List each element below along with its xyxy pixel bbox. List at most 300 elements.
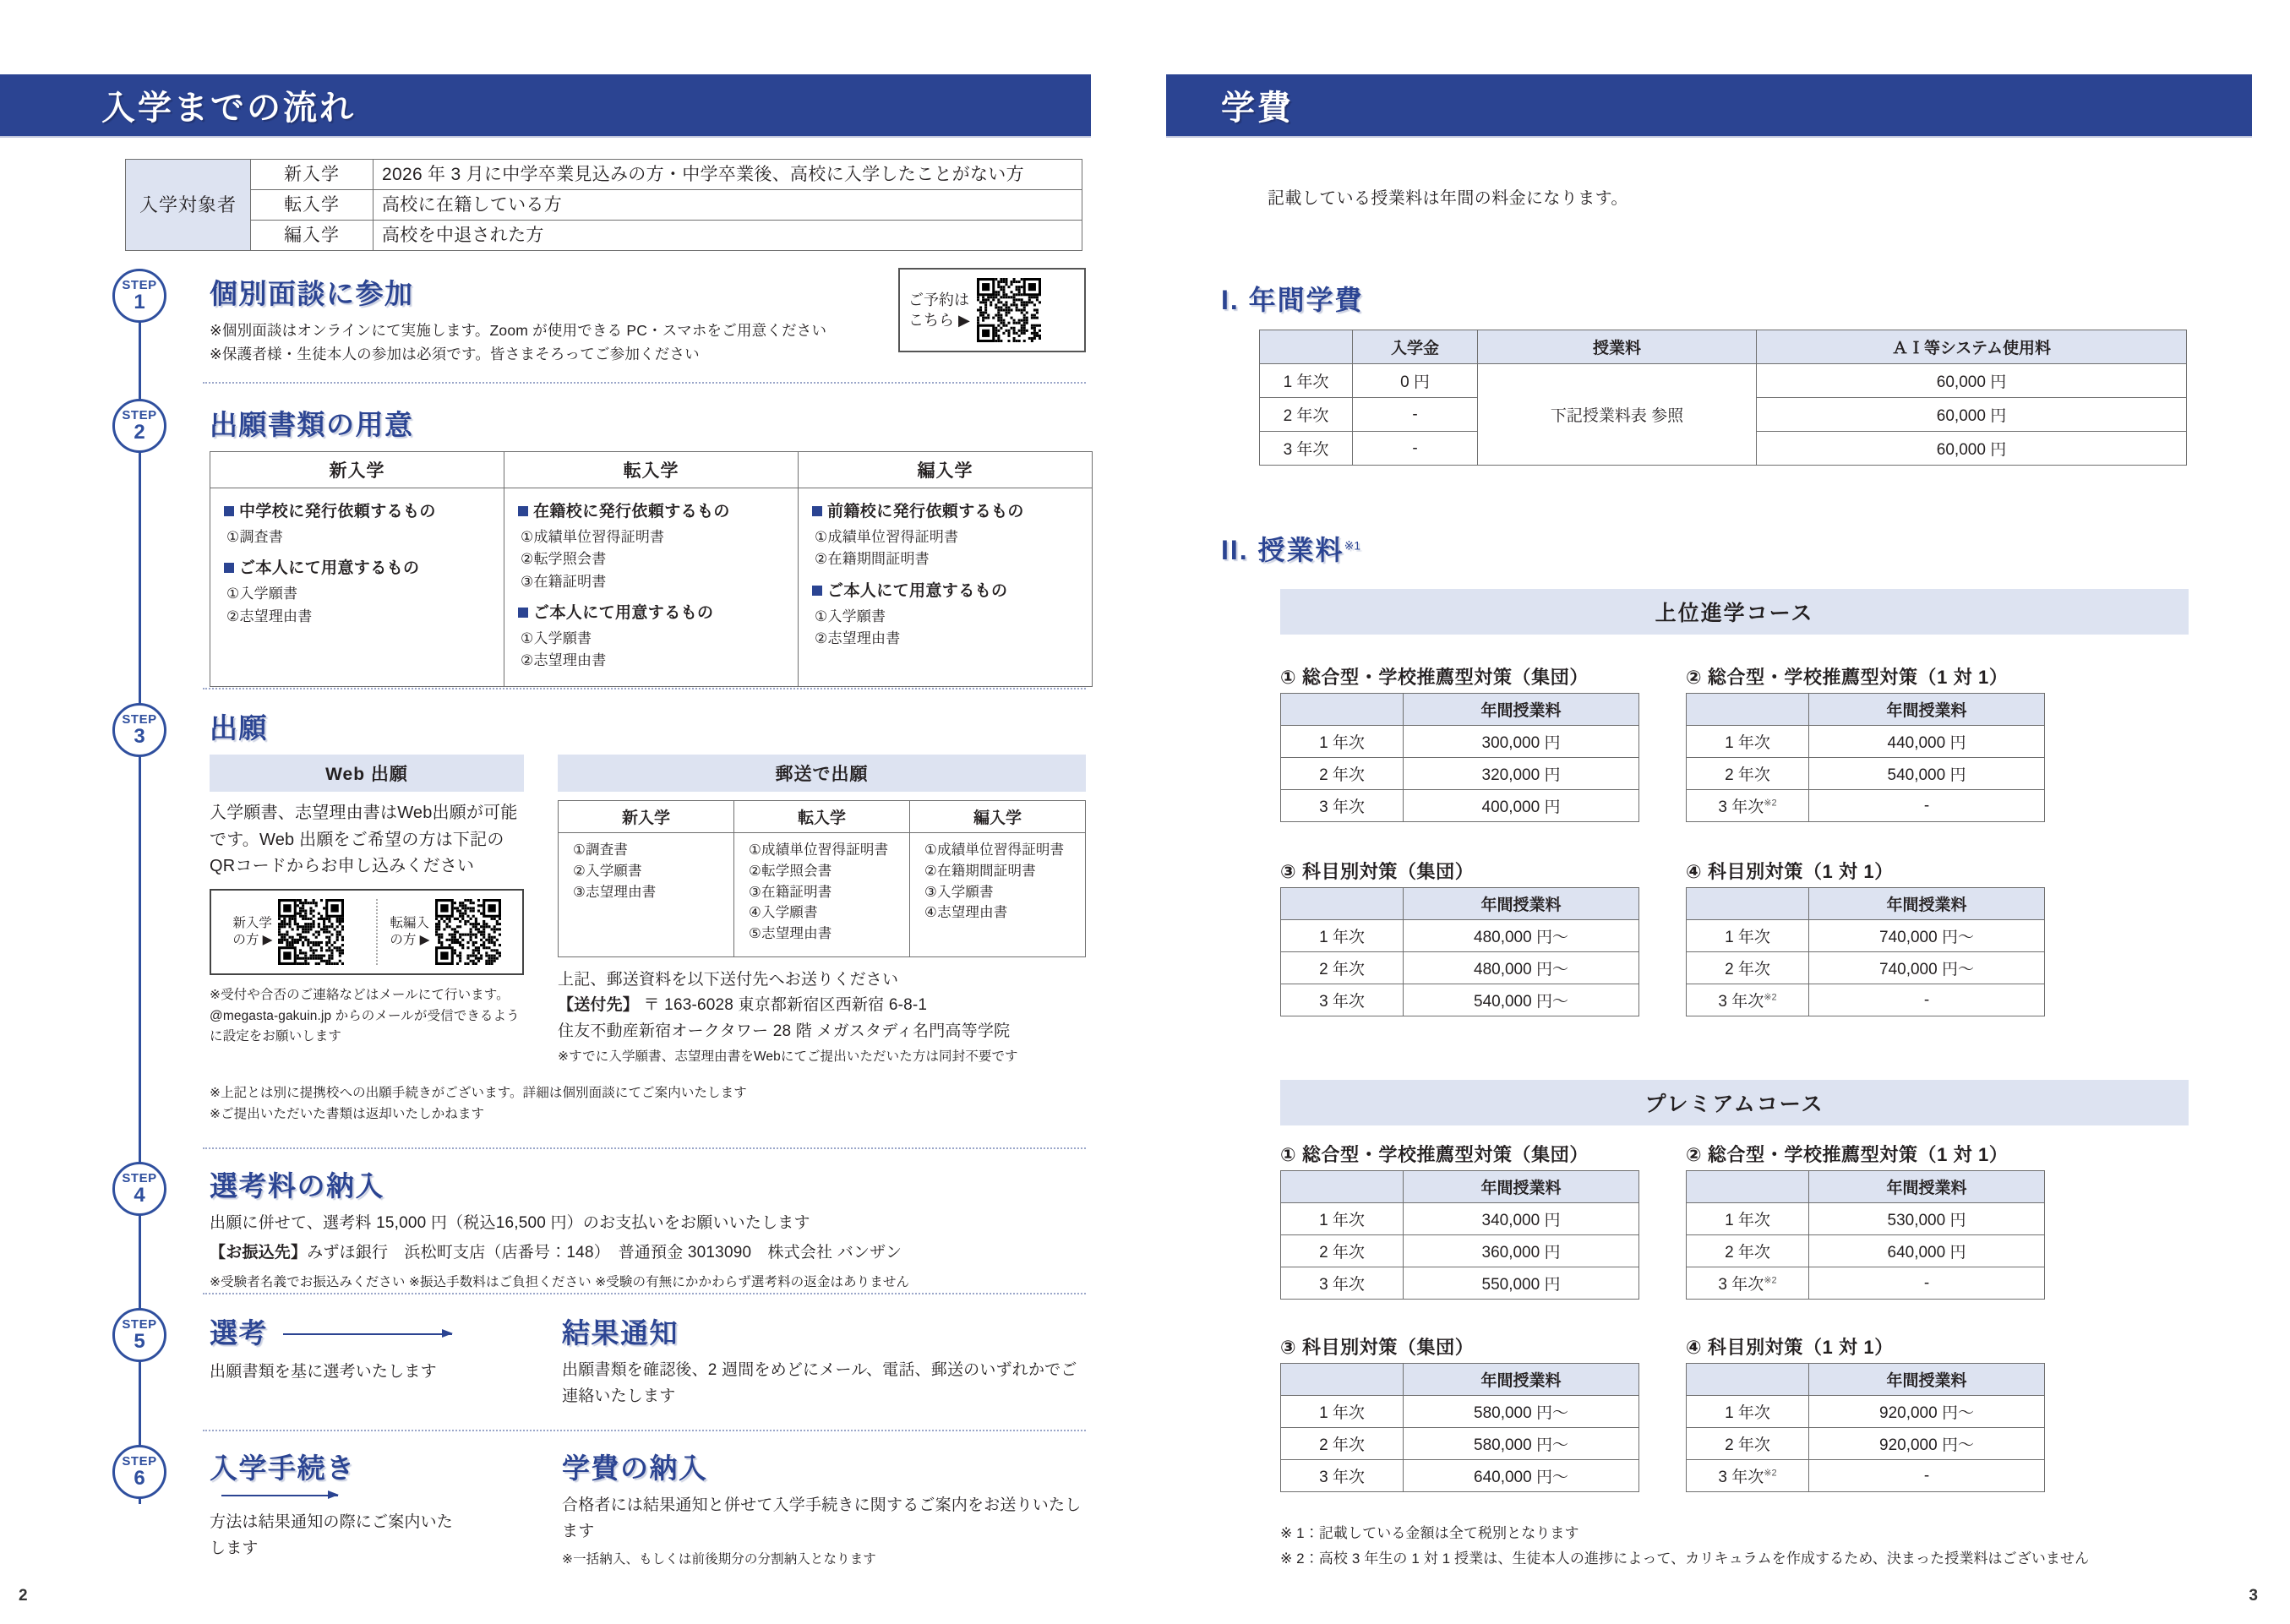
section-2-heading-text: II. 授業料	[1221, 535, 1344, 565]
plan-fee: 480,000 円～	[1404, 920, 1639, 952]
doc-item: ①成績単位習得証明書	[815, 529, 959, 545]
step-6-left-title: 入学手続き	[210, 1452, 356, 1484]
doc-group-label: 在籍校に発行依頼するもの	[533, 503, 730, 520]
doc-item: ①入学願書	[521, 630, 592, 647]
step-3-title: 出願	[210, 712, 268, 744]
step-6-right-body: 合格者には結果通知と併せて入学手続きに関するご案内をお送りいたします	[562, 1496, 1082, 1540]
plan-fee: -	[1809, 1460, 2045, 1492]
step-number: 4	[134, 1183, 145, 1207]
plan-fee: 740,000 円～	[1809, 952, 2045, 984]
plan-col-header: 年間授業料	[1809, 694, 2045, 726]
plan-label-advanced-3: ③ 科目別対策（集団）	[1280, 861, 1475, 882]
step-badge-6	[112, 1445, 166, 1499]
square-bullet-icon	[224, 506, 234, 516]
step-word: STEP	[122, 277, 157, 292]
doc-item: ②志望理由書	[226, 608, 313, 624]
table-row	[1687, 726, 2045, 758]
step-3-footnote-2: ※ご提出いただいた書類は返却いたしかねます	[210, 1106, 485, 1121]
plan-year-text: 3 年次	[1718, 1469, 1764, 1486]
table-row	[1260, 364, 2187, 398]
plan-fee: 740,000 円～	[1809, 920, 2045, 952]
step-3-content	[210, 706, 268, 753]
step-1-note-1: ※個別面談はオンラインにて実施します。Zoom が使用できる PC・スマホをご用意ください	[210, 322, 827, 339]
qr-new-student[interactable]	[232, 899, 343, 965]
fee-year: 1 年次	[1260, 364, 1353, 398]
plan-fee: 400,000 円	[1404, 790, 1639, 822]
plan-fee: 320,000 円	[1404, 758, 1639, 790]
table-row	[1687, 1428, 2045, 1460]
fee-col-tuition: 授業料	[1478, 330, 1757, 364]
step-badge-5	[112, 1308, 166, 1362]
plan-year-text: 3 年次	[1718, 1276, 1764, 1294]
plan-table-premium-1	[1280, 1170, 1639, 1300]
plan-label-advanced-2: ② 総合型・学校推薦型対策（1 対 1）	[1686, 667, 2009, 688]
reservation-qr-box[interactable]	[898, 268, 1086, 352]
table-row	[126, 160, 1082, 190]
send-intro: 上記、郵送資料を以下送付先へお送りください	[558, 970, 899, 989]
step-word: STEP	[122, 711, 157, 727]
step-number: 2	[134, 420, 145, 444]
plan-year: 1 年次	[1687, 1203, 1809, 1235]
eligibility-desc: 高校を中退された方	[373, 221, 1082, 251]
step-6-left	[210, 1447, 455, 1562]
right-page-title: 学費	[1221, 90, 1294, 127]
page-number-left: 2	[19, 1587, 28, 1605]
bank-details: みずほ銀行 浜松町支店（店番号：148） 普通預金 3013090 株式会社 バンザン	[307, 1243, 902, 1262]
plan-fee: 440,000 円	[1809, 726, 2045, 758]
plan-table-premium-4	[1686, 1363, 2045, 1492]
bank-label: 【お振込先】	[210, 1243, 308, 1262]
plan-year: 3 年次	[1281, 1460, 1404, 1492]
documents-table	[210, 451, 1093, 687]
plan-year: 3 年次	[1281, 1267, 1404, 1300]
plan-label-premium-1: ① 総合型・学校推薦型対策（集団）	[1280, 1144, 1589, 1165]
doc-group-label: ご本人にて用意するもの	[827, 581, 1008, 600]
plan-col-blank	[1281, 1171, 1404, 1203]
qr-label-line1: 新入学	[232, 915, 272, 930]
step-5-left-body: 出願書類を基に選考いたします	[210, 1363, 437, 1381]
plan-table-advanced-3	[1280, 887, 1639, 1016]
right-section-header-bar	[1166, 74, 2252, 136]
table-header-row	[1687, 694, 2045, 726]
doc-item: ①入学願書	[815, 608, 886, 624]
plan-year	[1687, 790, 1809, 822]
send-address-label: 【送付先】	[558, 996, 640, 1015]
plan-year: 2 年次	[1281, 1235, 1404, 1267]
reservation-qr-line1: ご予約は	[908, 291, 969, 308]
square-bullet-icon	[812, 586, 822, 596]
plan-col-header: 年間授業料	[1809, 1171, 2045, 1203]
step-1-title: 個別面談に参加	[210, 278, 414, 309]
plan-year: 3 年次	[1281, 790, 1404, 822]
doc-item: ③在籍証明書	[521, 573, 607, 590]
step-6-right-title: 学費の納入	[562, 1452, 708, 1484]
step-5-left-title: 選考	[210, 1317, 268, 1349]
send-address-2: 住友不動産新宿オークタワー 28 階 メガスタディ名門高等学院	[558, 1022, 1011, 1040]
plan-label-advanced-4: ④ 科目別対策（1 対 1）	[1686, 861, 1894, 882]
plan-year: 2 年次	[1281, 952, 1404, 984]
eligibility-label: 入学対象者	[126, 160, 251, 251]
mail-cell	[734, 833, 910, 957]
mail-col-header: 編入学	[910, 801, 1086, 833]
send-address-1: 〒 163-6028 東京都新宿区西新宿 6-8-1	[643, 996, 928, 1015]
web-application-qr-panel[interactable]	[210, 889, 524, 975]
eligibility-type: 新入学	[251, 160, 373, 190]
doc-item: ②在籍期間証明書	[815, 551, 930, 568]
doc-group-title	[812, 578, 1078, 601]
plan-year: 3 年次	[1281, 984, 1404, 1016]
plan-year: 1 年次	[1687, 726, 1809, 758]
flow-arrow-icon	[221, 1495, 338, 1496]
plan-fee: 300,000 円	[1404, 726, 1639, 758]
reservation-qr-caption	[908, 290, 970, 331]
doc-group-title	[224, 555, 490, 578]
step-4-content	[210, 1164, 1088, 1293]
table-header-row	[1687, 888, 2045, 920]
step-divider-2	[203, 688, 1086, 689]
qr-new-student-label	[232, 915, 272, 949]
mail-application-column	[558, 755, 1086, 1068]
mail-application-heading: 郵送で出願	[558, 755, 1086, 792]
table-row	[1281, 984, 1639, 1016]
fee-system: 60,000 円	[1757, 364, 2187, 398]
plan-label-premium-3: ③ 科目別対策（集団）	[1280, 1337, 1475, 1358]
plan-year-text: 3 年次	[1718, 993, 1764, 1011]
eligibility-type: 転入学	[251, 190, 373, 221]
step-divider-4	[203, 1293, 1086, 1294]
plan-year: 1 年次	[1687, 1396, 1809, 1428]
plan-col-blank	[1281, 888, 1404, 920]
plan-year-text: 3 年次	[1718, 798, 1764, 816]
step-badge-1	[112, 269, 166, 323]
fee-admission: -	[1353, 398, 1478, 432]
plan-fee: -	[1809, 790, 2045, 822]
plan-col-header: 年間授業料	[1404, 1364, 1639, 1396]
table-row	[1281, 1428, 1639, 1460]
mail-item: ③志望理由書	[573, 884, 657, 900]
web-application-column	[210, 755, 524, 1048]
table-row	[1281, 952, 1639, 984]
plan-col-header: 年間授業料	[1809, 888, 2045, 920]
doc-col-header: 転入学	[504, 452, 799, 488]
right-page	[1145, 0, 2290, 1624]
doc-group-label: 前籍校に発行依頼するもの	[827, 503, 1024, 520]
mail-item: ①調査書	[573, 842, 629, 858]
square-bullet-icon	[224, 563, 234, 573]
section-1-heading: I. 年間学費	[1221, 285, 1364, 315]
tuition-footnote-1: ※ 1：記載している金額は全て税別となります	[1280, 1525, 1579, 1541]
step-5-right	[562, 1311, 1086, 1410]
mail-item: ②在籍期間証明書	[924, 863, 1036, 879]
plan-fee: -	[1809, 1267, 2045, 1300]
eligibility-type: 編入学	[251, 221, 373, 251]
tuition-footnote-2: ※ 2：高校 3 年生の 1 対 1 授業は、生徒本人の進捗によって、カリキュラムを作成するため、決まった授業料はございません	[1280, 1550, 2090, 1567]
step-4-line-2	[210, 1240, 1088, 1267]
plan-col-blank	[1687, 1171, 1809, 1203]
mail-item: ④入学願書	[749, 905, 818, 921]
doc-item: ②志望理由書	[521, 652, 607, 669]
step-number: 1	[134, 290, 145, 313]
annual-fee-table	[1259, 330, 2187, 466]
qr-code-icon[interactable]	[278, 899, 344, 965]
plan-table-advanced-2	[1686, 693, 2045, 822]
doc-cell	[210, 488, 504, 687]
plan-year-sup: ※2	[1764, 1275, 1777, 1286]
table-header-row	[1260, 330, 2187, 364]
fee-system: 60,000 円	[1757, 398, 2187, 432]
mail-item: ②入学願書	[573, 863, 642, 879]
plan-year: 2 年次	[1281, 1428, 1404, 1460]
step-5-right-body: 出願書類を確認後、2 週間をめどにメール、電話、郵送のいずれかでご連絡いたします	[562, 1361, 1077, 1405]
plan-year: 1 年次	[1281, 920, 1404, 952]
table-row	[1687, 758, 2045, 790]
plan-col-blank	[1687, 694, 1809, 726]
tuition-footnotes	[1280, 1521, 2269, 1572]
table-header-row	[1281, 1171, 1639, 1203]
reservation-qr-line2: こちら ▶	[908, 312, 970, 329]
plan-label-premium-2: ② 総合型・学校推薦型対策（1 対 1）	[1686, 1144, 2009, 1165]
plan-year: 2 年次	[1687, 758, 1809, 790]
eligibility-table	[125, 159, 1082, 251]
qr-transfer-student-label	[390, 915, 429, 949]
plan-fee: 640,000 円～	[1404, 1460, 1639, 1492]
step-3-footnote-1: ※上記とは別に提携校への出願手続きがございます。詳細は個別面談にてご案内いたします	[210, 1086, 747, 1100]
table-row	[1281, 920, 1639, 952]
step-3-footnotes	[210, 1083, 1088, 1125]
table-row	[126, 190, 1082, 221]
step-divider-3	[203, 1147, 1086, 1149]
table-row	[1687, 1460, 2045, 1492]
step-2-content	[210, 403, 414, 450]
mail-item: ⑤志望理由書	[749, 926, 832, 941]
table-row	[1281, 1267, 1639, 1300]
step-word: STEP	[122, 1316, 157, 1332]
table-header-row	[559, 801, 1086, 833]
web-application-note: ※受付や合否のご連絡などはメールにて行います。@megasta-gakuin.jp からのメールが受信できるように設定をお願いします	[210, 987, 520, 1044]
plan-col-blank	[1281, 1364, 1404, 1396]
fee-admission: 0 円	[1353, 364, 1478, 398]
web-application-body: 入学願書、志望理由書はWeb出願が可能です。Web 出願をご希望の方は下記のQRコードからお申し込みください	[210, 804, 518, 876]
step-1-note-2: ※保護者様・生徒本人の参加は必須です。皆さまそろってご参加ください	[210, 346, 700, 363]
step-number: 6	[134, 1466, 145, 1490]
left-page-title: 入学までの流れ	[101, 90, 356, 127]
plan-year: 1 年次	[1687, 920, 1809, 952]
doc-item: ②志望理由書	[815, 630, 901, 647]
fee-col-system: ＡＩ等システム使用料	[1757, 330, 2187, 364]
doc-item: ①成績単位習得証明書	[521, 529, 665, 545]
step-word: STEP	[122, 1170, 157, 1185]
step-badge-2	[112, 399, 166, 453]
mail-item: ③入学願書	[924, 884, 994, 900]
table-row	[1281, 1396, 1639, 1428]
doc-group-label: ご本人にて用意するもの	[533, 604, 714, 623]
table-row	[1281, 758, 1639, 790]
step-badge-4	[112, 1162, 166, 1216]
course-banner-premium: プレミアムコース	[1280, 1080, 2189, 1125]
doc-cell	[799, 488, 1093, 687]
plan-year: 2 年次	[1687, 1235, 1809, 1267]
step-6-left-body: 方法は結果通知の際にご案内いたします	[210, 1513, 454, 1557]
table-row	[210, 488, 1093, 687]
square-bullet-icon	[518, 506, 528, 516]
eligibility-desc: 2026 年 3 月に中学卒業見込みの方・中学卒業後、高校に入学したことがない方	[373, 160, 1082, 190]
table-row	[1281, 790, 1639, 822]
step-number: 3	[134, 724, 145, 748]
plan-col-blank	[1687, 888, 1809, 920]
plan-year: 2 年次	[1281, 758, 1404, 790]
qr-code-icon[interactable]	[435, 899, 501, 965]
qr-label-line2: の方 ▶	[232, 932, 273, 947]
table-row	[1687, 1203, 2045, 1235]
doc-item: ①調査書	[226, 529, 284, 545]
mail-documents-table	[558, 800, 1086, 957]
step-2-title: 出願書類の用意	[210, 409, 414, 440]
plan-col-header: 年間授業料	[1404, 888, 1639, 920]
table-row	[1281, 1460, 1639, 1492]
plan-fee: 920,000 円～	[1809, 1396, 2045, 1428]
plan-year-sup: ※2	[1764, 1468, 1777, 1479]
plan-table-advanced-4	[1686, 887, 2045, 1016]
step-5-right-title: 結果通知	[562, 1317, 679, 1349]
doc-col-header: 編入学	[799, 452, 1093, 488]
plan-fee: 920,000 円～	[1809, 1428, 2045, 1460]
plan-year: 1 年次	[1281, 1203, 1404, 1235]
plan-fee: 640,000 円	[1809, 1235, 2045, 1267]
table-header-row	[1281, 694, 1639, 726]
fee-admission: -	[1353, 432, 1478, 466]
doc-group-label: 中学校に発行依頼するもの	[239, 503, 436, 520]
table-header-row	[1687, 1171, 2045, 1203]
doc-group-label: ご本人にて用意するもの	[239, 559, 420, 578]
plan-year: 2 年次	[1687, 1428, 1809, 1460]
step-divider-1	[203, 382, 1086, 384]
step-1-content	[210, 272, 902, 367]
mail-cell	[910, 833, 1086, 957]
plan-col-header: 年間授業料	[1404, 1171, 1639, 1203]
table-row	[1687, 920, 2045, 952]
square-bullet-icon	[518, 608, 528, 618]
doc-group-title	[518, 600, 784, 623]
doc-item: ①入学願書	[226, 586, 298, 602]
table-row	[1687, 790, 2045, 822]
plan-fee: 480,000 円～	[1404, 952, 1639, 984]
table-row	[1281, 1203, 1639, 1235]
step-5-left	[210, 1311, 455, 1386]
plan-col-header: 年間授業料	[1404, 694, 1639, 726]
table-header-row	[1281, 888, 1639, 920]
plan-fee: 340,000 円	[1404, 1203, 1639, 1235]
page-number-right: 3	[2249, 1587, 2258, 1605]
fee-year: 3 年次	[1260, 432, 1353, 466]
doc-group-title	[224, 499, 490, 521]
step-word: STEP	[122, 407, 157, 422]
send-note: ※すでに入学願書、志望理由書をWebにてご提出いただいた方は同封不要です	[558, 1049, 1018, 1064]
doc-cell	[504, 488, 799, 687]
plan-label-premium-4: ④ 科目別対策（1 対 1）	[1686, 1337, 1894, 1358]
step-divider-5	[203, 1430, 1086, 1431]
step-4-line-3: ※受験者名義でお振込みください ※振込手数料はご負担ください ※受験の有無にかかわらず選考料の返金はありません	[210, 1274, 910, 1289]
plan-table-premium-3	[1280, 1363, 1639, 1492]
plan-year-sup: ※2	[1764, 992, 1777, 1003]
plan-label-advanced-1: ① 総合型・学校推薦型対策（集団）	[1280, 667, 1589, 688]
eligibility-desc: 高校に在籍している方	[373, 190, 1082, 221]
plan-year: 1 年次	[1281, 726, 1404, 758]
doc-col-header: 新入学	[210, 452, 504, 488]
doc-group-title	[812, 499, 1078, 521]
plan-table-premium-2	[1686, 1170, 2045, 1300]
table-row	[126, 221, 1082, 251]
fee-year: 2 年次	[1260, 398, 1353, 432]
plan-col-blank	[1281, 694, 1404, 726]
send-address-line-1	[558, 993, 1086, 1018]
plan-fee: 550,000 円	[1404, 1267, 1639, 1300]
table-row	[1281, 1235, 1639, 1267]
plan-year	[1687, 984, 1809, 1016]
plan-year-sup: ※2	[1764, 798, 1777, 809]
table-header-row	[210, 452, 1093, 488]
plan-year: 1 年次	[1281, 1396, 1404, 1428]
section-2-heading	[1221, 529, 1360, 568]
tuition-lead-text: 記載している授業料は年間の料金になります。	[1268, 189, 1628, 208]
step-6-right-note: ※一括納入、もしくは前後期分の分割納入となります	[562, 1551, 876, 1567]
left-section-header-bar	[0, 74, 1091, 136]
plan-col-header: 年間授業料	[1809, 1364, 2045, 1396]
mail-item: ①成績単位習得証明書	[749, 842, 889, 858]
mail-item: ①成績単位習得証明書	[924, 842, 1065, 858]
table-row	[1281, 726, 1639, 758]
mail-col-header: 新入学	[559, 801, 734, 833]
fee-col-admission: 入学金	[1353, 330, 1478, 364]
plan-fee: 580,000 円～	[1404, 1396, 1639, 1428]
flow-arrow-icon	[283, 1333, 452, 1335]
step-badge-3	[112, 703, 166, 757]
plan-year	[1687, 1267, 1809, 1300]
doc-group-title	[518, 499, 784, 521]
table-row	[559, 833, 1086, 957]
plan-fee: 580,000 円～	[1404, 1428, 1639, 1460]
course-banner-advanced: 上位進学コース	[1280, 589, 2189, 635]
table-row	[1687, 1396, 2045, 1428]
step-number: 5	[134, 1329, 145, 1353]
plan-table-advanced-1	[1280, 693, 1639, 822]
step-4-line-1: 出願に併せて、選考料 15,000 円（税込16,500 円）のお支払いをお願いいたします	[210, 1214, 810, 1232]
plan-col-blank	[1687, 1364, 1809, 1396]
table-header-row	[1687, 1364, 2045, 1396]
plan-year	[1687, 1460, 1809, 1492]
square-bullet-icon	[812, 506, 822, 516]
qr-code-icon[interactable]	[977, 278, 1041, 342]
plan-year: 2 年次	[1687, 952, 1809, 984]
plan-fee: 540,000 円～	[1404, 984, 1639, 1016]
step-word: STEP	[122, 1453, 157, 1469]
plan-fee: -	[1809, 984, 2045, 1016]
web-application-heading: Web 出願	[210, 755, 524, 792]
section-2-heading-sup: ※1	[1344, 538, 1361, 553]
step-4-title: 選考料の納入	[210, 1170, 384, 1202]
qr-transfer-student[interactable]	[376, 899, 500, 965]
plan-fee: 360,000 円	[1404, 1235, 1639, 1267]
table-row	[1687, 984, 2045, 1016]
table-row	[1687, 1235, 2045, 1267]
mail-item: ②転学照会書	[749, 863, 832, 879]
step-6-right	[562, 1447, 1086, 1570]
mail-item: ③在籍証明書	[749, 884, 832, 900]
fee-system: 60,000 円	[1757, 432, 2187, 466]
mail-item: ④志望理由書	[924, 905, 1008, 921]
plan-fee: 540,000 円	[1809, 758, 2045, 790]
fee-col-blank	[1260, 330, 1353, 364]
fee-tuition-merged: 下記授業料表 参照	[1478, 364, 1757, 466]
